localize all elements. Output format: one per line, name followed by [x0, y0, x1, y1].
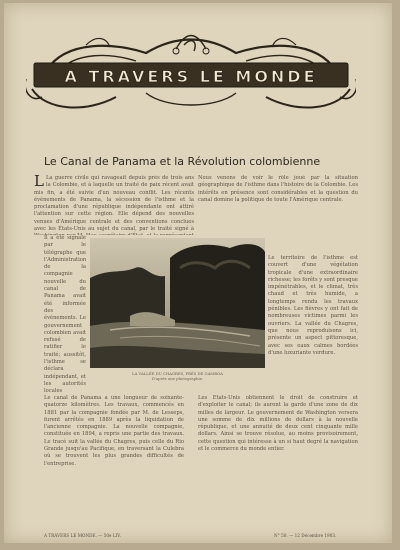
body-paragraph: Le territoire de l'isthme est couvert d'une végétation tropicale d'une extraordinaire richesse; les forêts y sont presque impénétrables, et le climat, très chaud et très humide, a longtemps rendu les travaux pénibles. Les fièvres y ont fait de nombreuses victimes parmi les ouvriers. La vallée du Chagres, que nous reproduisons ici, présente un aspect pittoresque, avec ses eaux calmes bordées d'une luxuriante verdure.	[268, 255, 358, 356]
caption-title: LA VALLÉE DU CHAGRES, PRÈS DE GAMBOA	[132, 371, 223, 376]
caption-credit: D'après une photographie.	[151, 375, 204, 381]
body-text-left-top	[34, 175, 194, 235]
body-text-right-narrow	[268, 255, 358, 395]
body-text-right-full	[198, 395, 358, 530]
body-paragraph: Les États-Unis obtiennent le droit de construire et d'exploiter le canal; ils auront la garde d'une zone de dix milles de largeur. Le gouvernement de Washington versera une somme de dix millions de dollars à la nouvelle république, et une annuité de deux cent cinquante mille dollars. Ainsi se trouve résolue, au moins provisoirement, cette question qui intéresse à un si haut degré la navigation et le commerce du monde entier.	[198, 395, 358, 453]
magazine-page	[4, 3, 392, 543]
river-landscape-photo	[90, 238, 265, 368]
drop-cap: L	[34, 175, 44, 190]
masthead	[26, 31, 356, 121]
photo-figure	[90, 238, 265, 368]
body-text-left-narrow	[44, 235, 86, 395]
footer-right: N° 50. — 12 Décembre 1903.	[274, 533, 337, 538]
masthead-title: A TRAVERS LE MONDE	[64, 67, 318, 86]
body-paragraph: Il a été signalé par le télégraphe que l'Administration de la compagnie nouvelle du canal de Panama avait été informée des événements. Le gouvernement colombien avait refusé de ratifier le traité; aussitôt, l'isthme se déclara indépendant, et les autorités locales	[44, 235, 86, 395]
article-title: Le Canal de Panama et la Révolution colombienne	[44, 155, 321, 168]
body-text-left-full	[44, 395, 184, 530]
body-paragraph: Le canal de Panama a une longueur de soixante-quatorze kilomètres. Les travaux, commencés en 1881 par la compagnie fondée par M. de Lesseps, furent arrêtés en 1889 après la liquidation de l'ancienne compagnie. La nouvelle compagnie, constituée en 1894, a repris une partie des travaux. Le tracé suit la vallée du Chagres, puis celle du Rio Grande jusqu'au Pacifique, en traversant la Culebra où se trouvent les plus grandes difficultés de l'entreprise.	[44, 395, 184, 467]
body-paragraph: Nous venons de voir le rôle joué par la situation géographique de l'isthme dans l'histoire de la Colombie. Les intérêts en présence sont considérables et la question du canal domine la politique de toute l'Amérique centrale.	[198, 175, 358, 203]
photo-caption	[90, 372, 265, 382]
footer-left: A TRAVERS LE MONDE. — 50e LIV.	[44, 533, 121, 538]
body-paragraph: La guerre civile qui ravageait depuis près de trois ans la Colombie, et à laquelle un traité de paix récent avait mis fin, a été suivie d'un nouveau conflit. Les récents événements de Panama, la sécession de l'isthme et la proclamation d'une république indépendante ont attiré l'attention sur cette région. Elle dépend des nouvelles venues d'Amérique centrale et des conventions conclues avec les États-Unis au sujet du canal, par le traité signé à	[34, 175, 194, 233]
